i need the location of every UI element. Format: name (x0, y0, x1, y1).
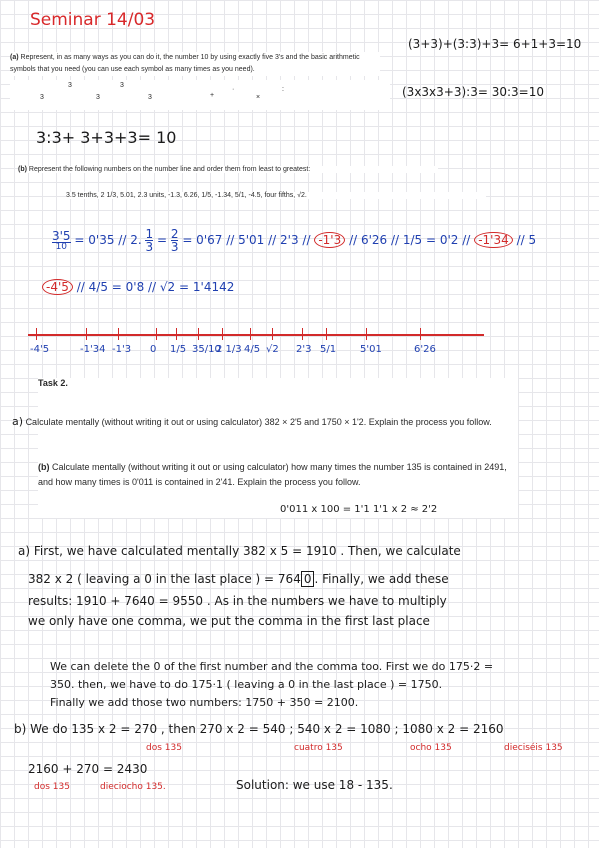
number-line-label: √2 (266, 344, 279, 355)
red-label-ocho: ocho 135 (410, 743, 452, 753)
solution-a-line4: we only have one comma, we put the comma in the first last place (28, 614, 430, 628)
solution-a-line2-post: . Finally, we add these (314, 572, 449, 586)
order-seg-f: // 5 (516, 233, 537, 247)
fraction-2-3 (171, 228, 179, 253)
task-b-label: (b) (18, 166, 27, 173)
number-line-label: 1/5 (170, 344, 187, 355)
task-a-body: Represent, in as many ways as you can do it, the number 10 by using exactly five 3's and the basic arithmetic symbols that you need (you can use each symbol as many times as you need). (10, 54, 360, 73)
task-b-text (18, 166, 438, 173)
number-line-label: 5/1 (320, 344, 337, 355)
number-line-label: -4'5 (30, 344, 50, 355)
number-line-label: 5'01 (360, 344, 382, 355)
symbol-plus: + (210, 92, 215, 99)
solution-a-line6: 350. then, we have to do 175·1 ( leaving a 0 in the last place ) = 1750. (50, 678, 443, 691)
red-label-dos-2: dos 135 (34, 782, 70, 792)
number-line-label: 2'3 (296, 344, 312, 355)
frac-num: 1 (145, 227, 154, 241)
order-line-2-rest: // 4/5 = 0'8 // √2 = 1'4142 (76, 280, 235, 294)
red-label-cuatro: cuatro 135 (294, 743, 343, 753)
solution-a-line5: We can delete the 0 of the first number and the comma too. First we do 175·2 = (50, 660, 494, 673)
frac-num: 3'5 (52, 228, 71, 243)
task2-block (12, 378, 518, 518)
number-line-label: 2 1/3 (216, 344, 242, 355)
symbol-times: × (256, 94, 261, 101)
number-line-label: -1'3 (112, 344, 132, 355)
solution-b-line1: b) We do 135 x 2 = 270 , then 270 x 2 = 540 ; 540 x 2 = 1080 ; 1080 x 2 = 2160 (14, 722, 504, 736)
solution-a-line2 (28, 572, 449, 586)
solution-a-line1: a) First, we have calculated mentally 382 x 5 = 1910 . Then, we calculate (18, 544, 461, 558)
order-seg-d: = 0'67 // 5'01 // 2'3 // (182, 233, 311, 247)
fraction-3-5-tenths (52, 230, 71, 252)
task-a-label: (a) (10, 54, 19, 61)
order-seg-c: = (156, 233, 168, 247)
frac-num: 2 (170, 227, 179, 241)
three-5: 3 (148, 94, 152, 101)
page-title: Seminar 14/03 (30, 10, 156, 30)
symbol-dot: · (232, 86, 235, 93)
circled-value: -1'3 (314, 232, 345, 248)
task2-b (38, 460, 508, 490)
symbol-divide: : (282, 86, 284, 93)
task2-heading: Task 2. (38, 378, 68, 388)
order-line-1 (52, 228, 536, 253)
task2-b-label: (b) (38, 462, 50, 472)
number-line-label: 4/5 (244, 344, 261, 355)
task2-b-text: Calculate mentally (without writing it out or using calculator) how many times the number 135 is contained in 2491, and how many times is 0'011 is contained in 2'41. Explain the process you follow. (38, 462, 507, 487)
order-seg-b: = 0'35 // 2. (74, 233, 142, 247)
frac-den: 3 (170, 240, 179, 254)
task-b-numbers: 3.5 tenths, 2 1/3, 5.01, 2.3 units, -1.3, 6.26, 1/5, -1.34, 5/1, -4.5, four fifths, √2. (66, 192, 486, 199)
three-1: 3 (40, 94, 44, 101)
three-2: 3 (68, 82, 72, 89)
three-3: 3 (96, 94, 100, 101)
solution-a-line7: Finally we add those two numbers: 1750 + 350 = 2100. (50, 696, 359, 709)
order-seg-e: // 6'26 // 1/5 = 0'2 // (349, 233, 471, 247)
solution-a-line3: results: 1910 + 7640 = 9550 . As in the numbers we have to multiply (28, 594, 447, 608)
number-line-label: 6'26 (414, 344, 436, 355)
task2-side-note: 0'011 x 100 = 1'1 1'1 x 2 ≈ 2'2 (280, 504, 438, 515)
right-note-2: (3x3x3+3):3= 30:3=10 (402, 85, 544, 99)
three-4: 3 (120, 82, 124, 89)
red-label-dieciocho: dieciocho 135. (100, 782, 166, 792)
threes-row (10, 80, 390, 110)
circled-value: -1'34 (474, 232, 513, 248)
task2-a-text: Calculate mentally (without writing it out or using calculator) 382 × 2'5 and 1750 × 1'2. Explain the process you follow. (25, 417, 492, 427)
solution-b-final: Solution: we use 18 - 135. (236, 778, 393, 792)
frac-den: 10 (52, 242, 71, 252)
handwritten-answer-a: 3:3+ 3+3+3= 10 (36, 128, 177, 147)
fraction-1-3 (145, 228, 153, 253)
task-a-text (10, 52, 380, 76)
number-line-axis (28, 334, 484, 336)
order-line-2 (42, 280, 234, 294)
circled-value: -4'5 (42, 279, 73, 295)
boxed-digit: 0 (301, 571, 315, 587)
right-note-1: (3+3)+(3:3)+3= 6+1+3=10 (408, 37, 582, 51)
task2-a (12, 414, 508, 430)
number-line-label: -1'34 (80, 344, 106, 355)
number-line-label: 0 (150, 344, 157, 355)
red-label-dieciseis: dieciséis 135 (504, 743, 563, 753)
red-label-dos: dos 135 (146, 743, 182, 753)
solution-b-line2: 2160 + 270 = 2430 (28, 762, 148, 776)
solution-a-line2-pre: 382 x 2 ( leaving a 0 in the last place ) = 764 (28, 572, 301, 586)
task2-a-prefix: a) (12, 415, 24, 428)
frac-den: 3 (145, 240, 154, 254)
task-b-body: Represent the following numbers on the number line and order them from least to greatest: (28, 166, 311, 173)
number-line-label: 35/10 (192, 344, 221, 355)
